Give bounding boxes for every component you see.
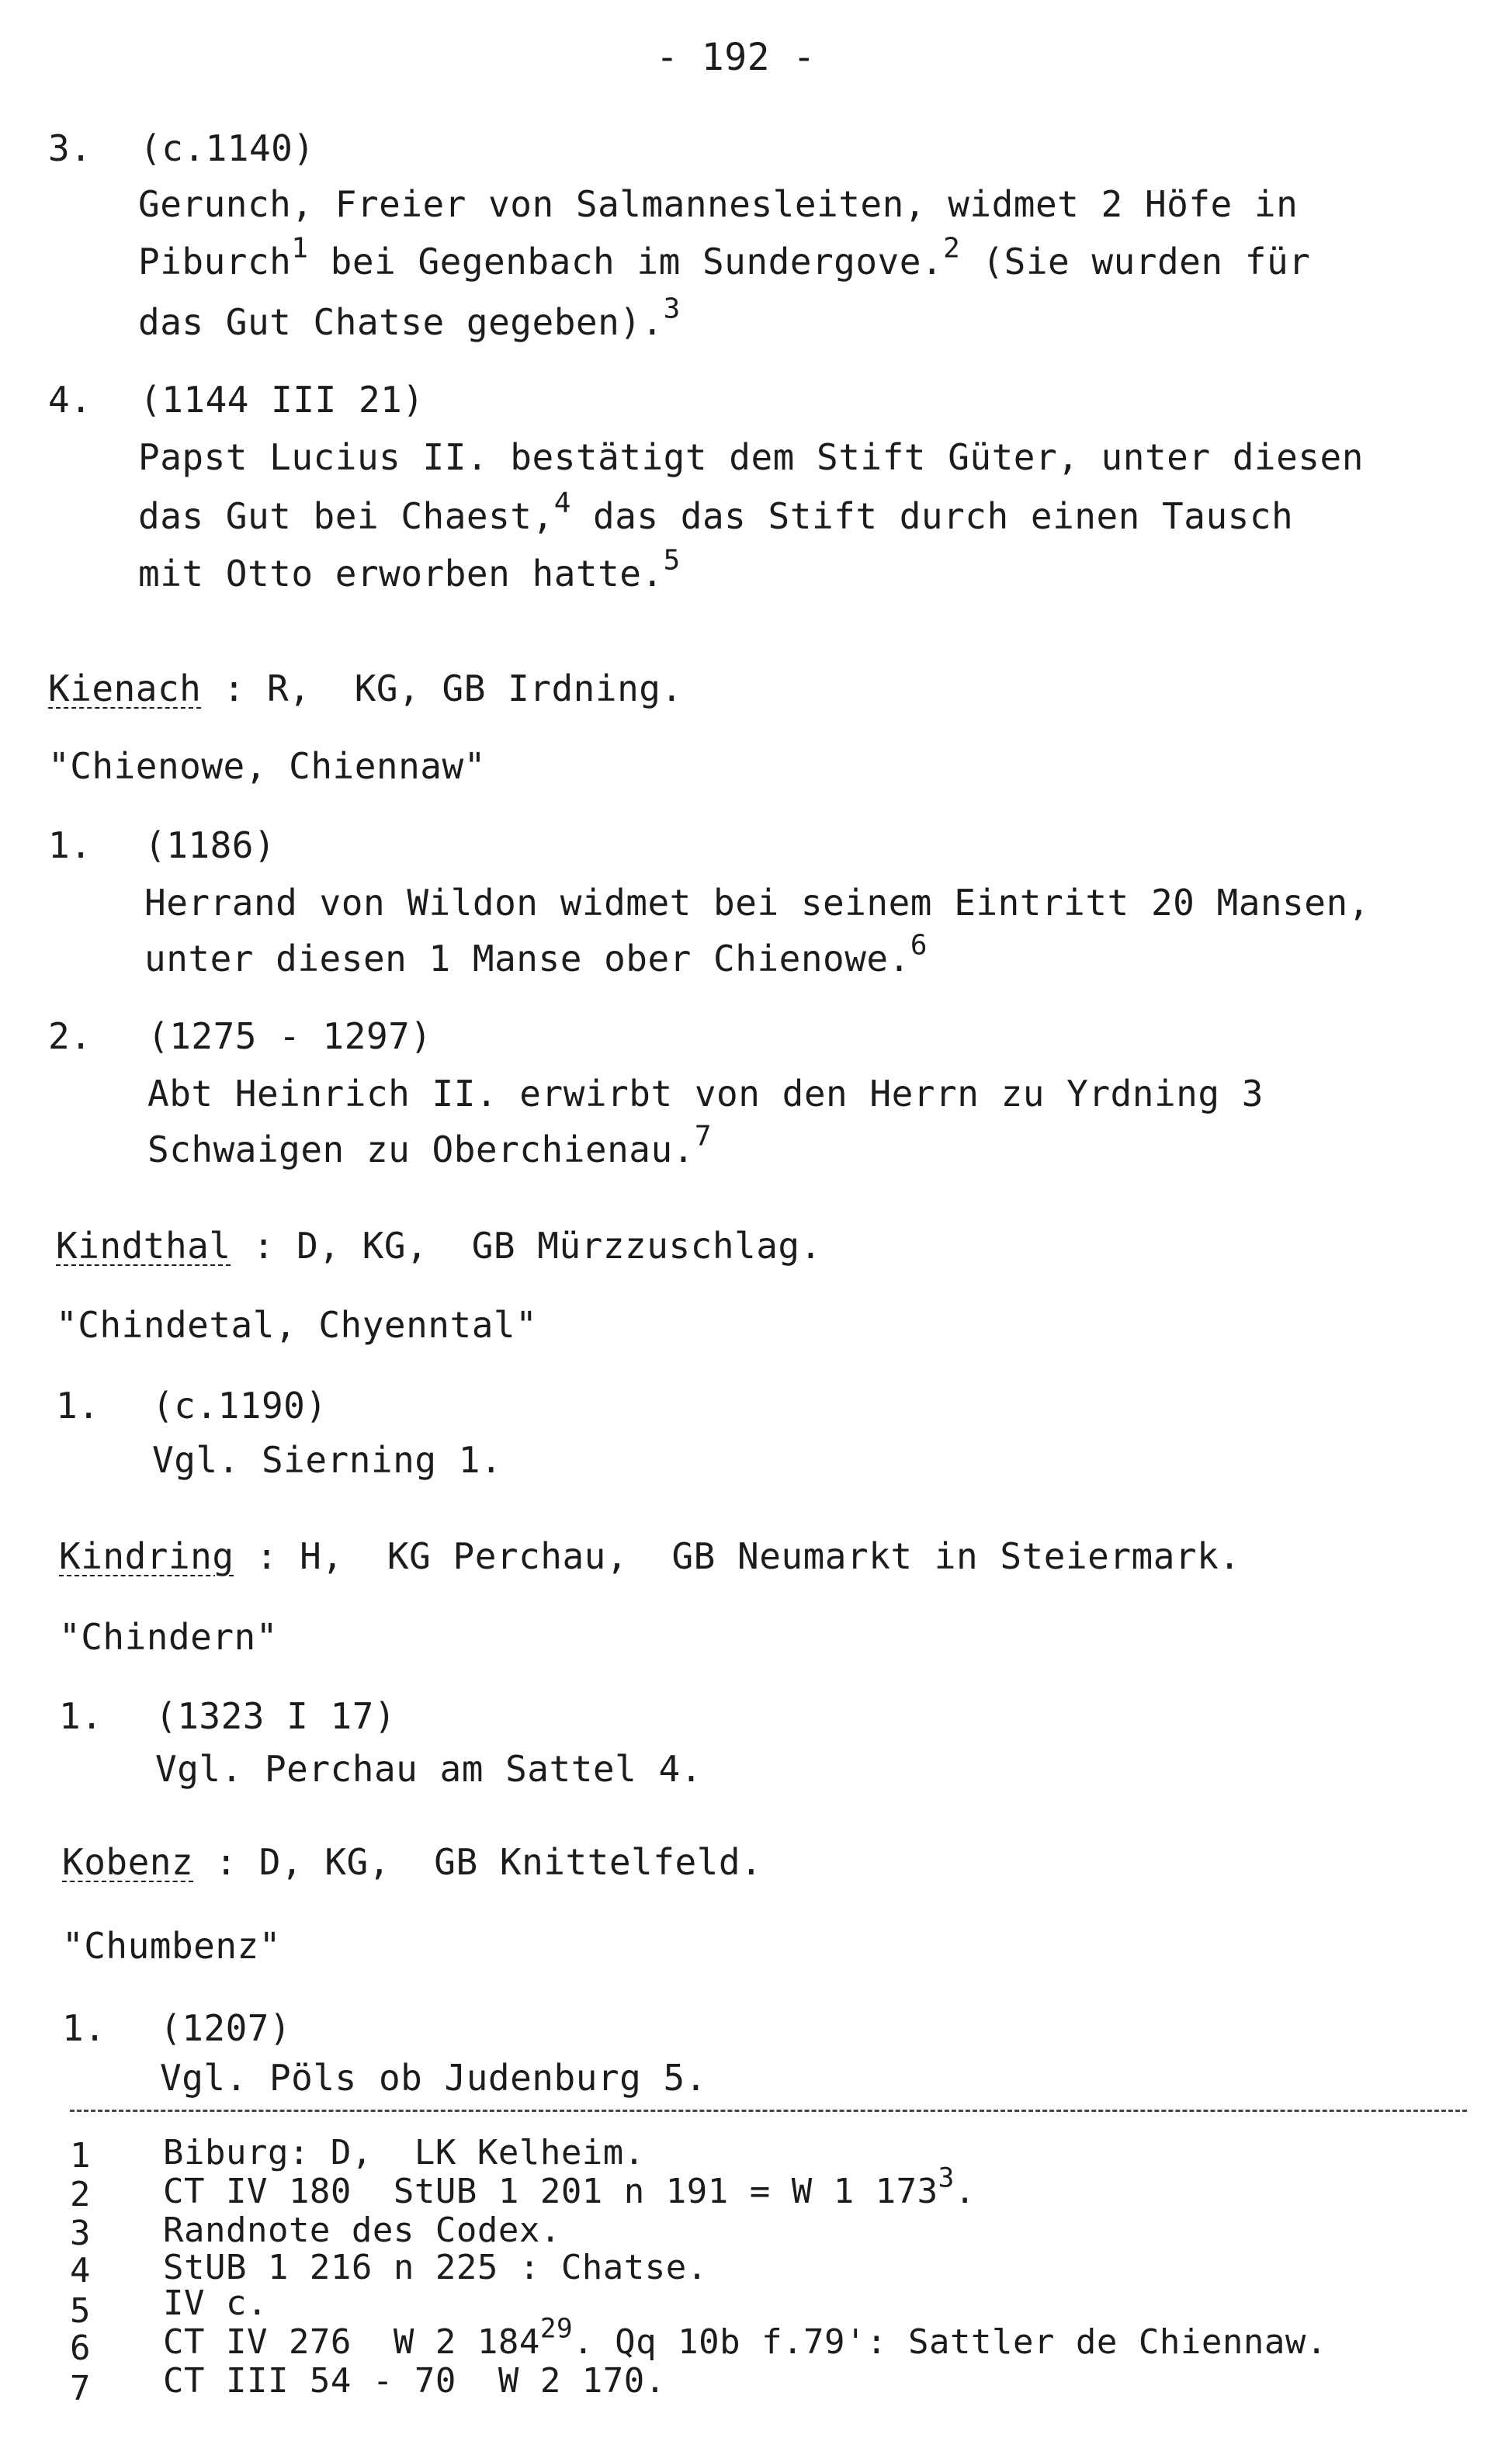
place-name: Kindring <box>59 1535 234 1577</box>
footnote-text: CT III 54 - 70 W 2 170. <box>163 2361 666 2401</box>
place-name: Kienach <box>48 667 202 709</box>
item-date: (1144 III 21) <box>140 379 425 421</box>
item-date: (1323 I 17) <box>155 1695 397 1737</box>
entry-heading: Kienach : R, KG, GB Irdning. <box>48 667 683 709</box>
item-date: (c.1140) <box>140 127 315 169</box>
item-text-line: Abt Heinrich II. erwirbt von den Herrn zu Yrdning 3 <box>147 1073 1264 1115</box>
footnote-ref: 2 <box>943 232 961 265</box>
item-text-line: das Gut bei Chaest,$^4$ das das Stift durch einen Tausch <box>138 487 1294 537</box>
footnote-text: IV c. <box>163 2283 268 2323</box>
item-text-line: Gerunch, Freier von Salmannesleiten, widmet 2 Höfe in <box>138 183 1299 225</box>
footnote-ref: 5 <box>663 544 681 577</box>
page-number: - 192 - <box>656 36 816 79</box>
item-text-line: Vgl. Sierning 1. <box>152 1439 503 1481</box>
footnote-text: StUB 1 216 n 225 : Chatse. <box>163 2248 708 2287</box>
footnote-number: 4 <box>70 2251 91 2290</box>
historic-forms: "Chienowe, Chiennaw" <box>48 745 486 787</box>
item-text-line: Vgl. Perchau am Sattel 4. <box>155 1748 702 1790</box>
footnote-separator <box>70 2110 1467 2112</box>
footnote-ref: 6 <box>910 929 928 962</box>
item-number: 1. <box>62 2007 106 2049</box>
item-text-line: das Gut Chatse gegeben).$^3$ <box>138 293 681 343</box>
item-text-line: Schwaigen zu Oberchienau.$^7$ <box>147 1120 712 1170</box>
historic-forms: "Chumbenz" <box>62 1925 281 1967</box>
place-name: Kindthal <box>56 1225 231 1267</box>
footnote-text: CT IV 276 W 2 $184^{29}$. Qq 10b f.79': Sattler de Chiennaw. <box>163 2313 1327 2362</box>
historic-forms: "Chindern" <box>59 1616 278 1658</box>
footnote-number: 5 <box>70 2291 91 2331</box>
footnote-text: CT IV 180 StUB 1 201 n 191 = W 1 $173^3$. <box>163 2162 976 2211</box>
historic-forms: "Chindetal, Chyenntal" <box>56 1304 538 1346</box>
item-text-line: mit Otto erworben hatte.$^5$ <box>138 544 681 595</box>
item-text-line: Papst Lucius II. bestätigt dem Stift Güter, unter diesen <box>138 436 1364 478</box>
item-date: (1275 - 1297) <box>147 1015 432 1057</box>
item-number: 2. <box>48 1015 92 1057</box>
place-name: Kobenz <box>62 1841 194 1883</box>
entry-heading: Kindthal : D, KG, GB Mürzzuschlag. <box>56 1225 822 1267</box>
footnote-number: 1 <box>70 2136 91 2176</box>
item-text-line: Herrand von Wildon widmet bei seinem Eintritt 20 Mansen, <box>144 882 1370 924</box>
footnote-number: 7 <box>70 2369 91 2408</box>
footnote-text: Biburg: D, LK Kelheim. <box>163 2133 645 2172</box>
footnote-number: 6 <box>70 2328 91 2368</box>
footnote-number: 3 <box>70 2214 91 2253</box>
item-text-line: Vgl. Pöls ob Judenburg 5. <box>160 2057 707 2099</box>
entry-heading: Kindring : H, KG Perchau, GB Neumarkt in Steiermark. <box>59 1535 1241 1577</box>
item-text-line: Piburch$^1$ bei Gegenbach im Sundergove.$^2$ (Sie wurden für <box>138 232 1311 283</box>
item-number: 1. <box>59 1695 103 1737</box>
item-date: (1207) <box>160 2007 292 2049</box>
item-date: (1186) <box>144 824 276 866</box>
entry-heading: Kobenz : D, KG, GB Knittelfeld. <box>62 1841 763 1883</box>
footnote-ref: 1 <box>291 232 309 265</box>
item-date: (c.1190) <box>152 1385 328 1427</box>
item-text-line: unter diesen 1 Manse ober Chienowe.$^6$ <box>144 929 928 980</box>
footnote-ref: 4 <box>553 487 571 519</box>
footnote-ref: 7 <box>694 1120 712 1153</box>
footnote-ref: 3 <box>663 293 681 325</box>
footnote-number: 2 <box>70 2175 91 2214</box>
item-number: 4. <box>48 379 92 421</box>
item-number: 1. <box>56 1385 100 1427</box>
item-number: 1. <box>48 824 92 866</box>
footnote-text: Randnote des Codex. <box>163 2211 561 2250</box>
item-number: 3. <box>48 127 92 169</box>
